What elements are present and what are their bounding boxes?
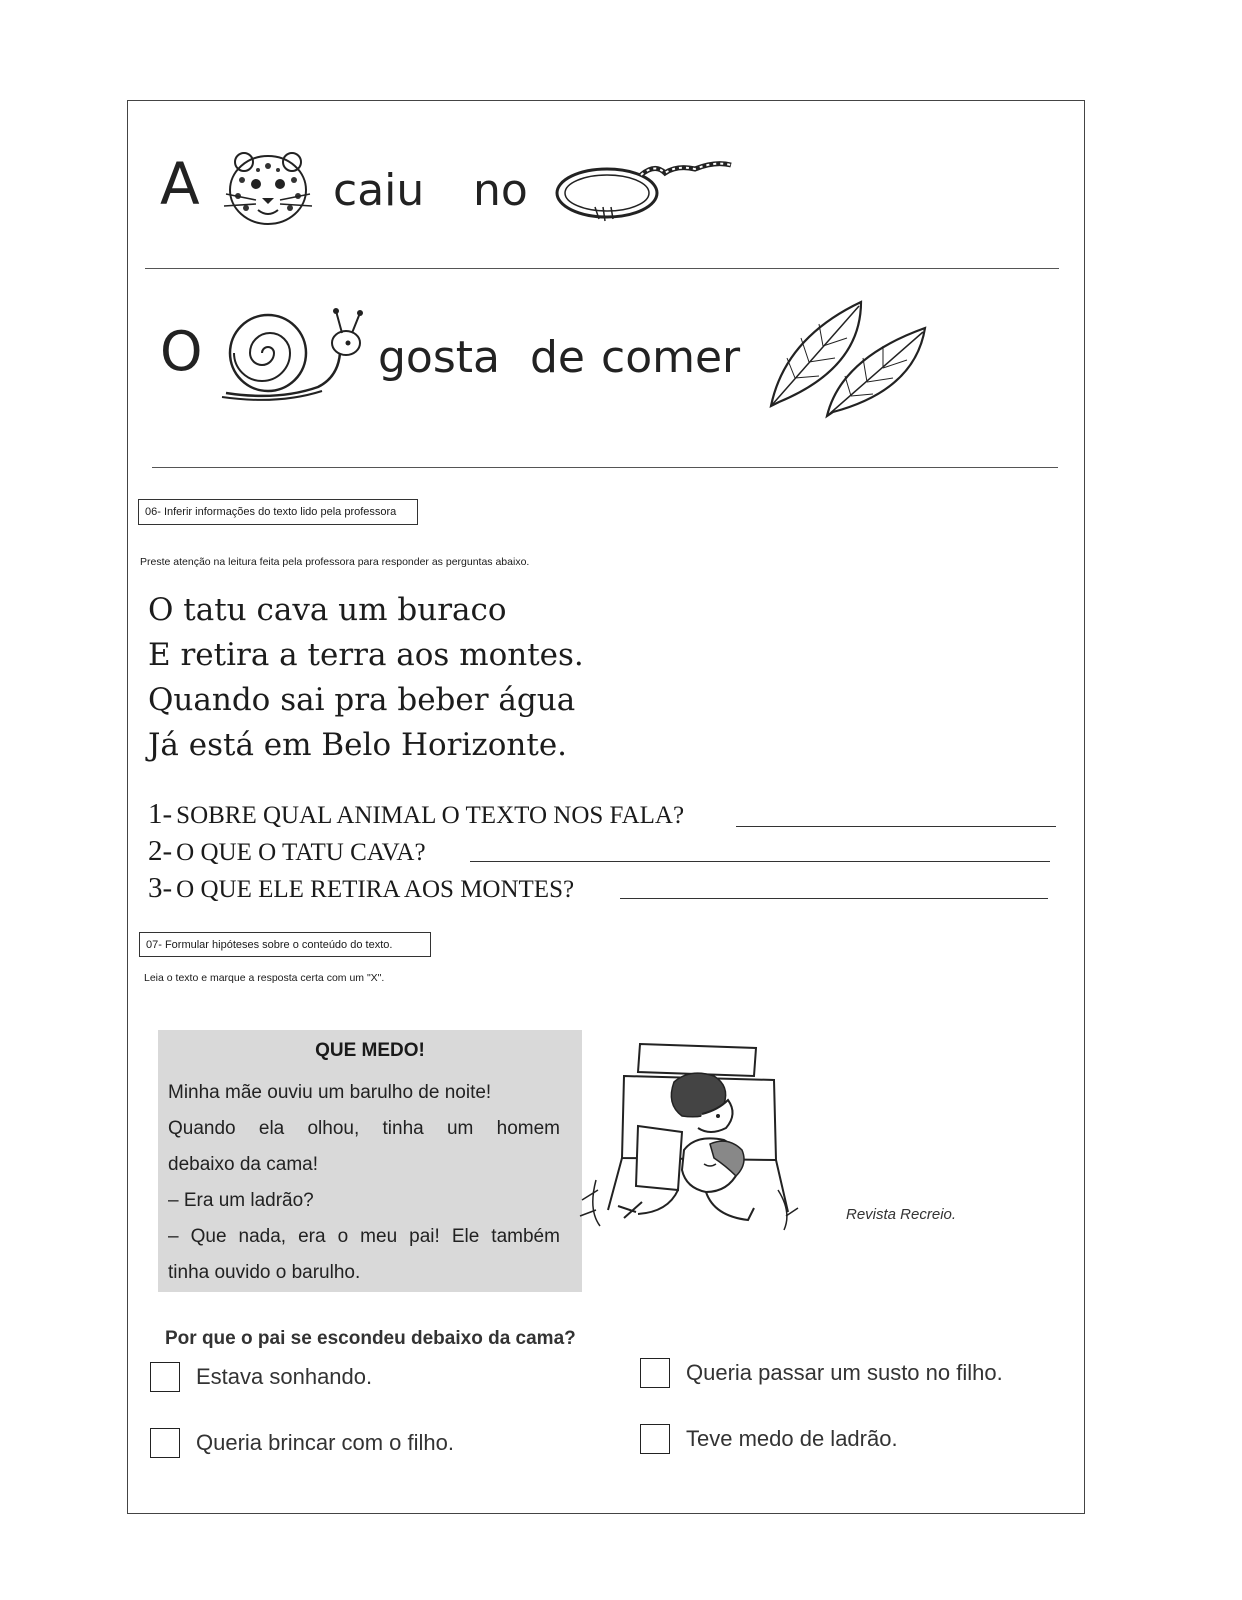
divider-2 <box>152 467 1058 468</box>
option-label: Teve medo de ladrão. <box>686 1426 898 1451</box>
option-checkbox[interactable] <box>640 1424 670 1454</box>
section-06-instruction: Preste atenção na leitura feita pela professora para responder as perguntas abaixo. <box>140 556 530 568</box>
question-3 <box>148 872 574 905</box>
question-number: 3- <box>148 872 173 904</box>
option-1[interactable] <box>150 1362 372 1392</box>
rebus-word-gosta: gosta <box>378 332 500 383</box>
option-4[interactable] <box>640 1424 898 1454</box>
option-3[interactable] <box>150 1428 454 1458</box>
answer-line-1[interactable] <box>736 826 1056 827</box>
question-text: SOBRE QUAL ANIMAL O TEXTO NOS FALA? <box>176 802 685 829</box>
option-2[interactable] <box>640 1358 1003 1388</box>
answer-line-3[interactable] <box>620 898 1048 899</box>
rebus-word-caiu: caiu <box>333 165 425 216</box>
story-line: – Que nada, era o meu pai! Ele também <box>168 1226 560 1247</box>
snail-icon <box>218 305 368 405</box>
question-1 <box>148 798 684 831</box>
leaves-icon <box>765 298 935 418</box>
story-line: tinha ouvido o barulho. <box>168 1262 361 1283</box>
question-2 <box>148 835 426 868</box>
mc-question: Por que o pai se escondeu debaixo da cama? <box>165 1328 576 1349</box>
story-line: Quando ela olhou, tinha um homem <box>168 1118 560 1139</box>
rebus-word-de: de <box>530 332 585 383</box>
poem-line: O tatu cava um buraco <box>148 592 507 628</box>
rope-lasso-icon <box>555 155 735 225</box>
poem-line: Já está em Belo Horizonte. <box>148 727 568 763</box>
story-credit: Revista Recreio. <box>846 1206 957 1223</box>
man-under-bed-icon <box>578 1040 798 1240</box>
divider-1 <box>145 268 1059 269</box>
section-07-instruction: Leia o texto e marque a resposta certa com um "X". <box>144 972 385 984</box>
option-checkbox[interactable] <box>640 1358 670 1388</box>
story-box <box>158 1030 582 1292</box>
option-label: Queria passar um susto no filho. <box>686 1360 1003 1385</box>
rebus-word-no: no <box>473 165 528 216</box>
poem-line: E retira a terra aos montes. <box>148 637 584 673</box>
section-07-label: 07- Formular hipóteses sobre o conteúdo do texto. <box>139 932 431 957</box>
answer-line-2[interactable] <box>470 861 1050 862</box>
story-title: QUE MEDO! <box>315 1040 425 1061</box>
story-line: debaixo da cama! <box>168 1154 318 1175</box>
rebus-article-o: O <box>160 320 203 383</box>
story-line: – Era um ladrão? <box>168 1190 314 1211</box>
option-checkbox[interactable] <box>150 1428 180 1458</box>
option-label: Estava sonhando. <box>196 1364 373 1389</box>
section-06-label: 06- Inferir informações do texto lido pela professora <box>138 499 418 525</box>
jaguar-icon <box>222 148 314 228</box>
question-text: O QUE O TATU CAVA? <box>176 839 426 866</box>
poem-line: Quando sai pra beber água <box>148 682 576 718</box>
question-number: 2- <box>148 835 173 867</box>
question-text: O QUE ELE RETIRA AOS MONTES? <box>176 876 575 903</box>
rebus-word-comer: comer <box>601 332 741 383</box>
option-checkbox[interactable] <box>150 1362 180 1392</box>
question-number: 1- <box>148 798 173 830</box>
story-line: Minha mãe ouviu um barulho de noite! <box>168 1082 492 1103</box>
option-label: Queria brincar com o filho. <box>196 1430 454 1455</box>
rebus-article-a: A <box>160 150 200 218</box>
